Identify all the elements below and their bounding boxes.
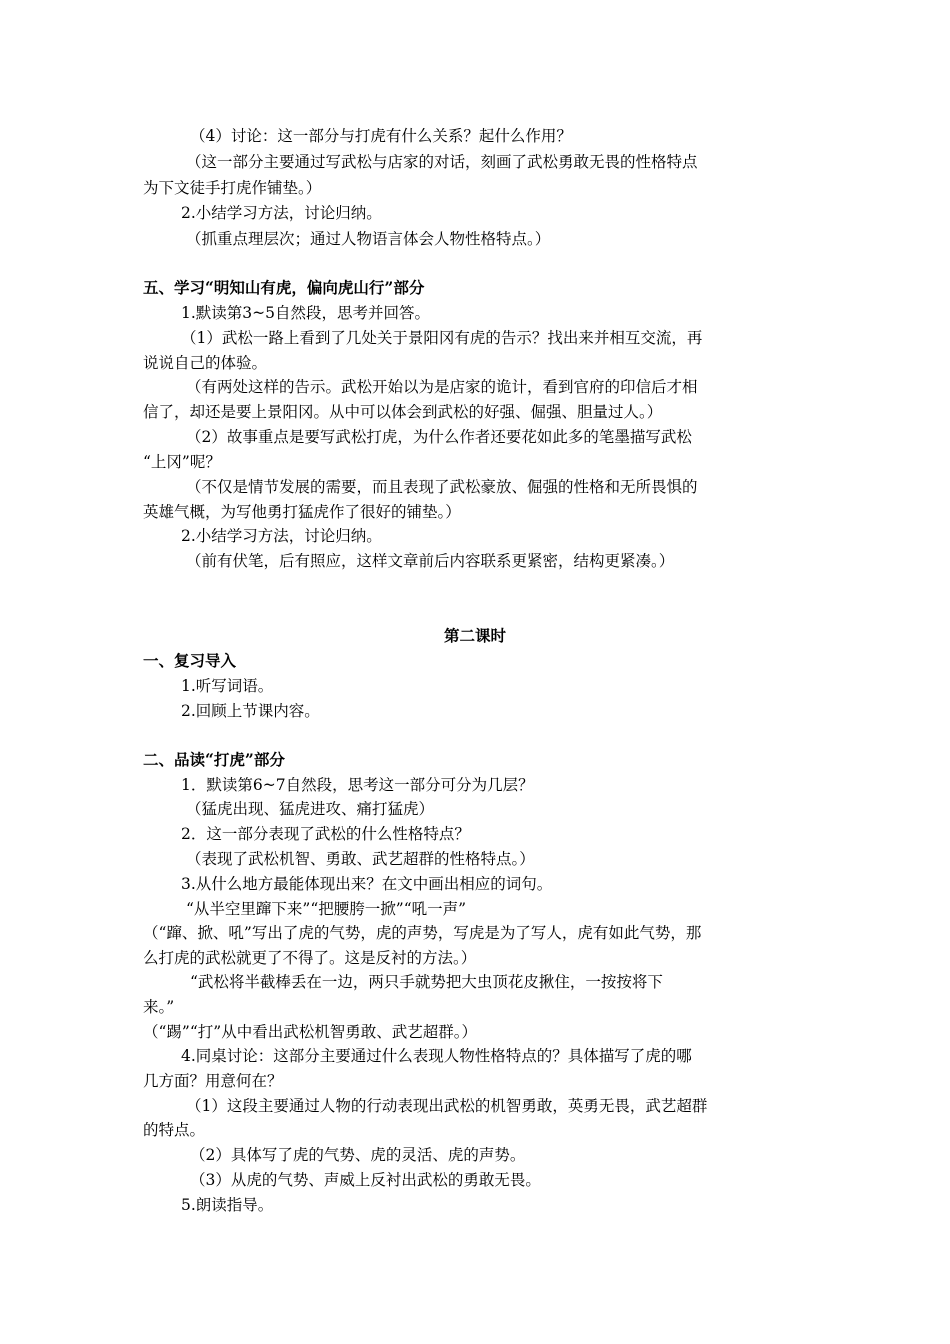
section-heading: 五、学习“明知山有虎，偏向虎山行”部分 [143, 278, 425, 297]
text-line: （这一部分主要通过写武松与店家的对话，刻画了武松勇敢无畏的性格特点 [186, 153, 698, 171]
text-line: （2）故事重点是要写武松打虎，为什么作者还要花如此多的笔墨描写武松 [186, 428, 692, 446]
text-line: 1.默读第3~5自然段，思考并回答。 [181, 304, 431, 322]
text-line: 为下文徒手打虎作铺垫。） [143, 179, 322, 197]
text-line: 的特点。 [143, 1121, 206, 1139]
text-line: 信了，却还是要上景阳冈。从中可以体会到武松的好强、倔强、胆量过人。） [143, 403, 663, 421]
text-line: （表现了武松机智、勇敢、武艺超群的性格特点。） [186, 850, 535, 868]
text-line: （1）武松一路上看到了几处关于景阳冈有虎的告示？找出来并相互交流，再 [181, 329, 703, 347]
text-line: （4）讨论：这一部分与打虎有什么关系？起什么作用？ [190, 127, 572, 145]
text-line: （3）从虎的气势、声威上反衬出武松的勇敢无畏。 [190, 1171, 541, 1189]
lesson-title: 第二课时 [443, 626, 506, 645]
text-line: 来。” [143, 998, 175, 1016]
text-line: 5.朗读指导。 [181, 1196, 274, 1214]
text-line: 2.小结学习方法，讨论归纳。 [181, 204, 382, 222]
text-line: “武松将半截棒丢在一边，两只手就势把大虫顶花皮揪住，一按按将下 [190, 973, 663, 991]
text-line: （抓重点理层次；通过人物语言体会人物性格特点。） [186, 230, 551, 248]
text-line: （“蹿、掀、吼”写出了虎的气势，虎的声势，写虎是为了写人，虎有如此气势，那 [143, 924, 702, 942]
text-line: （“踢”“打”从中看出武松机智勇敢、武艺超群。） [143, 1023, 477, 1041]
text-line: 2．这一部分表现了武松的什么性格特点？ [181, 825, 470, 843]
text-line: （猛虎出现、猛虎进攻、痛打猛虎） [186, 800, 435, 818]
text-line: （1）这段主要通过人物的行动表现出武松的机智勇敢，英勇无畏，武艺超群 [186, 1097, 708, 1115]
text-line: 4.同桌讨论：这部分主要通过什么表现人物性格特点的？具体描写了虎的哪 [181, 1047, 692, 1065]
text-line: 几方面？用意何在？ [143, 1072, 283, 1090]
text-line: （2）具体写了虎的气势、虎的灵活、虎的声势。 [190, 1146, 526, 1164]
text-line: （有两处这样的告示。武松开始以为是店家的诡计，看到官府的印信后才相 [186, 378, 698, 396]
text-line: 3.从什么地方最能体现出来？在文中画出相应的词句。 [181, 875, 553, 893]
text-line: 2.回顾上节课内容。 [181, 702, 320, 720]
text-line: 么打虎的武松就更了不得了。这是反衬的方法。） [143, 949, 477, 967]
text-line: “上冈”呢？ [143, 453, 221, 471]
text-line: 英雄气概，为写他勇打猛虎作了很好的铺垫。） [143, 503, 461, 521]
text-line: （前有伏笔，后有照应，这样文章前后内容联系更紧密，结构更紧凑。） [186, 552, 675, 570]
text-line: “从半空里蹿下来”“把腰胯一掀”“吼一声” [186, 900, 467, 918]
text-line: 说说自己的体验。 [143, 354, 268, 372]
text-line: （不仅是情节发展的需要，而且表现了武松豪放、倔强的性格和无所畏惧的 [186, 478, 698, 496]
text-line: 2.小结学习方法，讨论归纳。 [181, 527, 382, 545]
text-line: 1.听写词语。 [181, 677, 274, 695]
text-line: 1．默读第6~7自然段，思考这一部分可分为几层？ [181, 776, 534, 794]
section-heading: 二、品读“打虎”部分 [143, 750, 285, 769]
section-heading: 一、复习导入 [143, 651, 237, 670]
